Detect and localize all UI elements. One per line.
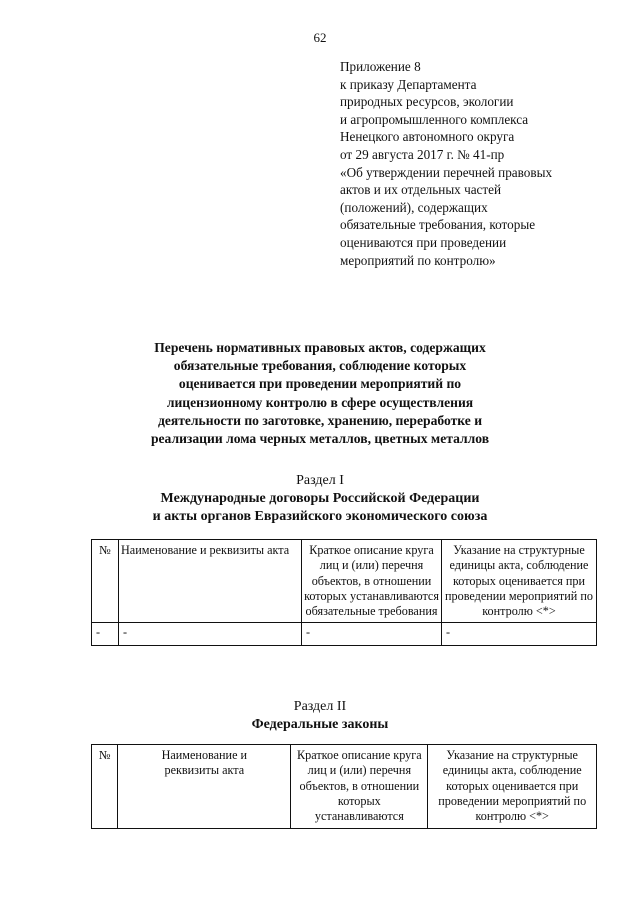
table-header-row [92,540,597,623]
appendix-line: оцениваются при проведении [340,234,507,250]
title-line: обязательные требования, соблюдение которых [173,358,467,374]
appendix-line: Ненецкого автономного округа [340,129,515,145]
header-cell-number: № [92,745,118,829]
section1-heading [0,472,640,526]
page-number: 62 [313,30,327,45]
table-cell: - [302,623,442,646]
section1-label: Раздел I [296,473,344,488]
header-cell-name: Наименование и реквизиты акта [118,745,291,829]
header-cell-structural-units: Указание на структурные единицы акта, соблюдение которых оценивается при проведении мероприятий по контролю <*> [442,540,597,623]
section1-heading-line: Международные договоры Российской Федерации [160,491,480,506]
table-cell: - [442,623,597,646]
appendix-line: от 29 августа 2017 г. № 41-пр [340,146,505,162]
header-cell-description: Краткое описание круга лиц и (или) перечня объектов, в отношении которых устанавливаются обязательные требования [302,540,442,623]
title-line: реализации лома черных металлов, цветных металлов [150,431,490,447]
appendix-header [340,58,600,269]
appendix-line: (положений), содержащих [340,199,488,215]
section2-label: Раздел II [293,699,347,714]
appendix-line: обязательные требования, которые [340,217,536,233]
table-row [92,623,597,646]
appendix-line: и агропромышленного комплекса [340,111,529,127]
table-cell: - [92,623,119,646]
table-cell: - [119,623,302,646]
appendix-line: мероприятий по контролю» [340,252,496,268]
section2-heading-line: Федеральные законы [251,717,389,732]
table-header-row [92,745,597,829]
appendix-line: Приложение 8 [340,59,421,74]
appendix-line: актов и их отдельных частей [340,182,502,198]
section1-table [91,539,597,646]
header-cell-structural-units: Указание на структурные единицы акта, соблюдение которых оценивается при проведении мероприятий по контролю <*> [428,745,597,829]
appendix-line: «Об утверждении перечней правовых [340,164,553,180]
title-line: оценивается при проведении мероприятий по [178,376,462,392]
document-title [80,339,560,448]
header-cell-number: № [92,540,119,623]
section2-table [91,744,597,829]
section2-heading [0,698,640,734]
header-cell-description: Краткое описание круга лиц и (или) перечня объектов, в отношении которых устанавливаются [291,745,428,829]
section1-heading-line: и акты органов Евразийского экономического союза [152,509,488,524]
title-line: лицензионному контролю в сфере осуществления [166,394,474,410]
appendix-line: природных ресурсов, экологии [340,94,514,110]
title-line: Перечень нормативных правовых актов, содержащих [154,340,486,355]
appendix-line: к приказу Департамента [340,76,477,92]
header-cell-name: Наименование и реквизиты акта [119,540,302,623]
title-line: деятельности по заготовке, хранению, переработке и [157,412,483,428]
